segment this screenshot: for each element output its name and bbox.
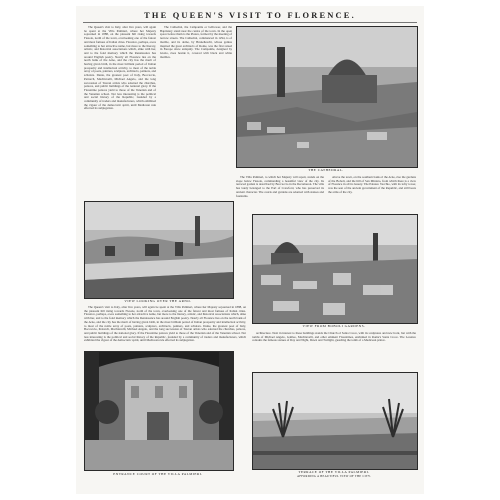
- terrace-photo: [252, 372, 418, 470]
- paragraph: The Villa Palmieri, to which her Majesty will repair, stands on the slope below Fiesole, commanding a beautiful view of the city. Its terraced garden is described by Boccaccio in the Decameron. The villa has lately belonged to the Earl of Crawford, who has preserved its ancient character. The courts and gardens are adorned with statues and fountains.: [236, 176, 324, 198]
- paragraph: Above the town, on the southern bank of the Arno, rise the gardens of the Boboli, and the hill of San Miniato, from which there is a view of Florence in all its beauty. The Palazzo Vecchio, with its lofty tower, was the seat of the ancient government of the Republic, and still bears the arms of the city.: [328, 176, 416, 194]
- paragraph: The Cathedral, the Campanile or belltower, and the Baptistery stand near the centre of the town. In the open space before them is the Piazza, formed by the meeting of narrow streets. The Cathedral, commenced in 1294, is of marble, and its dome, by Brunelleschi, whose genius inspired the great architects of Rome, was the first raised in Europe since antiquity. The Campanile, designed by Giotto, rises beside it, covered with black and white marbles.: [160, 26, 232, 59]
- article-text-col4: [236, 176, 324, 208]
- article-text-col6: [84, 306, 246, 348]
- article-text-col5: [328, 176, 416, 208]
- article-text-col1: [84, 26, 156, 196]
- caption-cathedral: THE CATHEDRAL.: [308, 168, 344, 172]
- arno-photo: [84, 201, 234, 299]
- paragraph: The Queen's visit to Italy, after five years, will again be spent at the Villa Palmieri, where her Majesty sojourned in 1888, on the pleasant hill rising towards Fiesole, north of the town, overlooking one of the fairest and most famous of Italian cities. Florence, perhaps, owes something to her attractive name, but more to the literary, artistic, and historical associations which, alike with her, and to the fond memory which the Renaissance has around English poetry. Nearly all Florence lies on the north bank of the Arno, and the city has the merit of having given birth, in the most brilliant period of Italian prosperity and intellectual activity, to most of the noble array of poets, painters, sculptors, architects, painters, and scholars. Dante, the greatest poet of Italy, Boccaccio, Petrarch, Machiavelli, Michael Angelo, and the long succession of Tuscan artists who adorned the churches, palaces, and public buildings of the national glory. If the Florentine palaces yield to those of the Venetian and of the Venetian school. Not less interesting is the political and social history of the Republic, founded by a community of traders and manufacturers, which exhibited the vigour of the democratic spirit, until Medicean rule effected its subjugation.: [84, 306, 246, 343]
- cathedral-photo: [236, 26, 418, 168]
- boboli-photo: [252, 214, 418, 324]
- paragraph: The Queen's visit to Italy, after five years, will again be spent at the Villa Palmieri, where her Majesty sojourned in 1888, on the pleasant hill rising towards Fiesole, north of the town, overlooking one of the fairest and most famous of Italian cities. Florence, perhaps, owes something to her attractive name, but more to the literary, artistic, and historical associations which, alike with her, and to the fond memory which the Renaissance has around English poetry. Nearly all Florence lies on the north bank of the Arno, and the city has the merit of having given birth, in the most brilliant period of Italian prosperity and intellectual activity, to most of the noble array of poets, painters, sculptors, architects, painters, and scholars. Dante, the greatest poet of Italy, Boccaccio, Petrarch, Machiavelli, Michael Angelo, and the long succession of Tuscan artists who adorned the churches, palaces, and public buildings of the national glory. If the Florentine palaces yield to those of the Venetian and of the Venetian school. Not less interesting is the political and social history of the Republic, founded by a community of traders and manufacturers, which exhibited the vigour of the democratic spirit, until Medicean rule effected its subjugation.: [84, 26, 156, 111]
- caption-terrace: [252, 470, 416, 478]
- magazine-page: [76, 6, 424, 494]
- caption-terrace-title: TERRACE OF THE VILLA PALMIERI.: [298, 470, 370, 474]
- caption-terrace-subtitle: AFFORDING A BEAUTIFUL VIEW OF THE CITY.: [296, 474, 372, 478]
- caption-arno: VIEW LOOKING OVER THE ARNO.: [124, 299, 192, 303]
- entrance-court-photo: [84, 351, 234, 471]
- article-text-col7: [252, 332, 416, 368]
- title-divider: [83, 22, 417, 23]
- article-text-col2: [160, 26, 232, 196]
- page-title: THE QUEEN'S VISIT TO FLORENCE.: [144, 11, 356, 20]
- caption-boboli: VIEW FROM BOBOLI GARDENS.: [302, 324, 366, 328]
- caption-entrance-court: ENTRANCE COURT OF THE VILLA PALMIERI.: [113, 472, 203, 476]
- paragraph: architecture. Next in interest to these buildings stands the Church of Santa Croce, with its sculptures and new front, but with the tombs of Michael Angelo, Galileo, Machiavelli, and other eminent Florentines, enshrined in Rome's Santa Croce. The Lorenzo contains the famous statues of Day and Night, Dawn and Twilight, guarding the tomb of a Medicean prince.: [252, 332, 416, 343]
